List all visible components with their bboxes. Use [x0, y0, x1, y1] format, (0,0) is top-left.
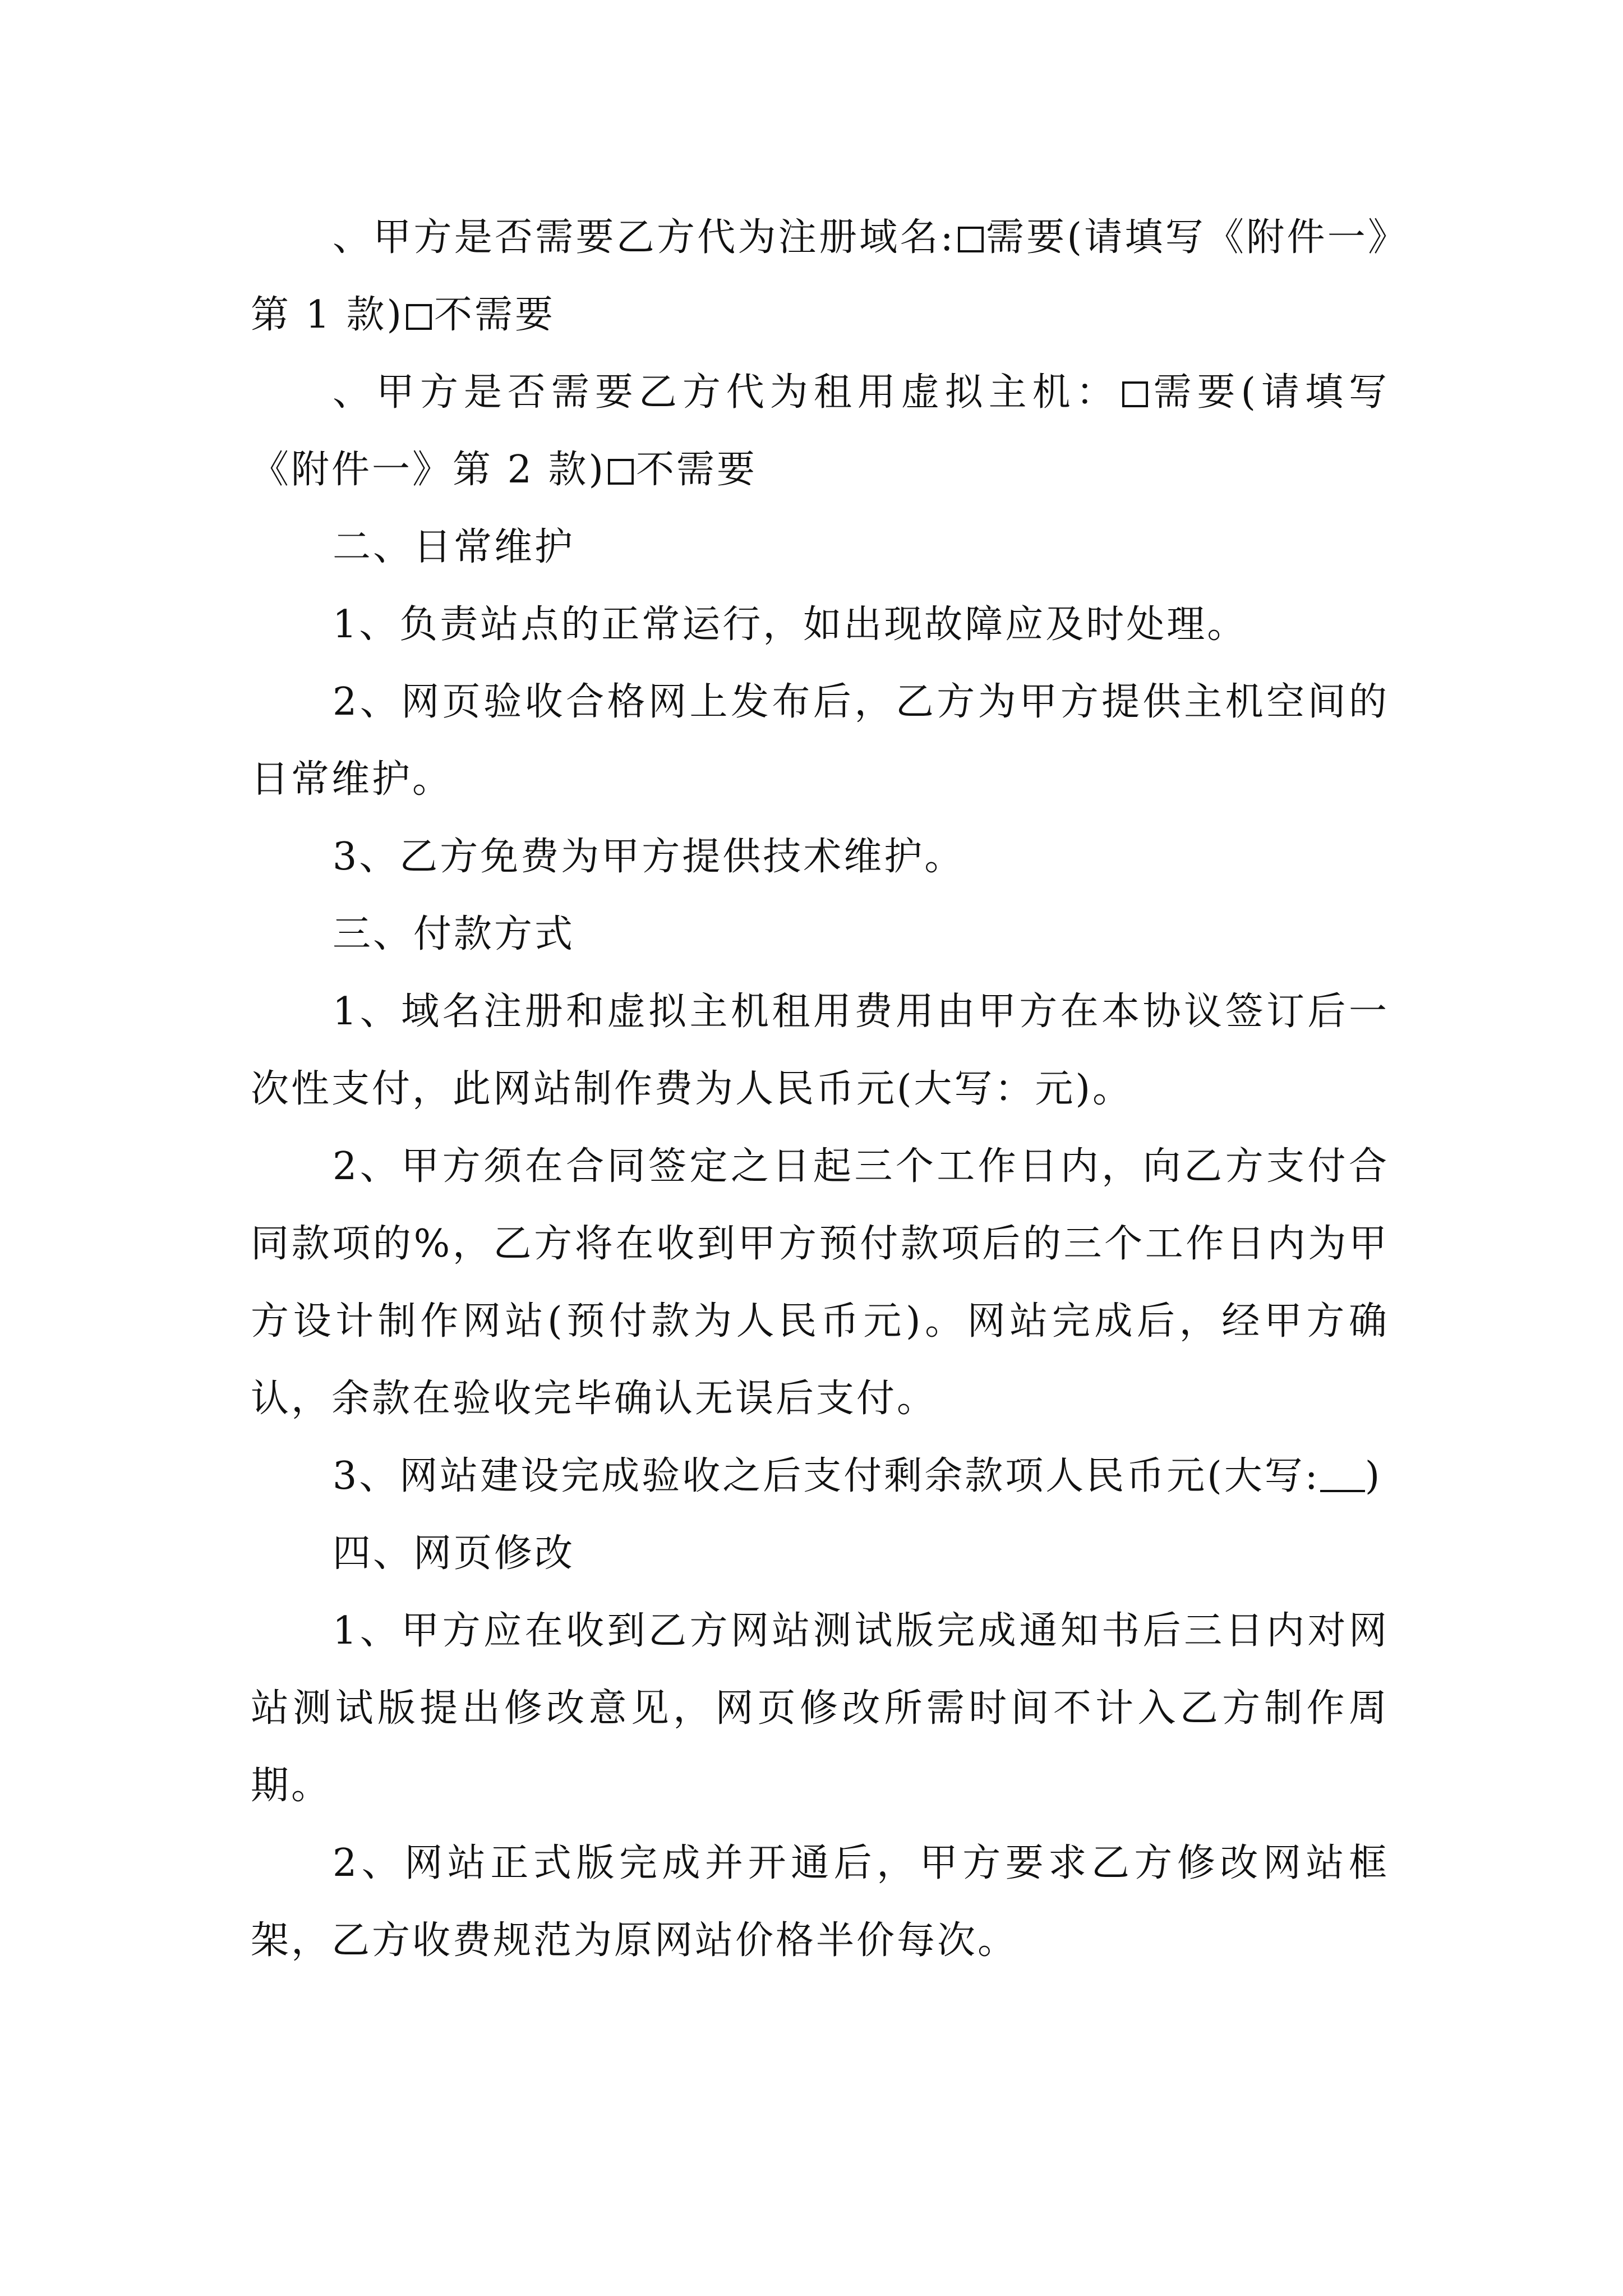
paragraph-virtual-host [251, 354, 1389, 509]
paragraph-payment-1: 1、域名注册和虚拟主机租用费用由甲方在本协议签订后一次性支付，此网站制作费为人民币元(大写：元)。 [251, 990, 1389, 1111]
payment-3-text: 3、网站建设完成验收之后支付剩余款项人民币元(大写: [333, 1454, 1320, 1498]
paragraph-maintenance-1: 1、负责站点的正常运行，如出现故障应及时处理。 [333, 602, 1248, 647]
paragraph-maintenance-2: 2、网页验收合格网上发布后，乙方为甲方提供主机空间的日常维护。 [251, 680, 1389, 802]
payment-3-close: ) [1364, 1454, 1382, 1498]
section-heading-maintenance: 二、日常维护 [333, 525, 575, 569]
paragraph-revision-1: 1、甲方应在收到乙方网站测试版完成通知书后三日内对网站测试版提出修改意见，网页修改所需时间不计入乙方制作周期。 [251, 1609, 1389, 1808]
checkbox-host-need[interactable] [1122, 381, 1148, 407]
host-question: 、甲方是否需要乙方代为租用虚拟主机： [333, 370, 1120, 415]
domain-option-need: 需要(请填写《附件一》第 1 款) [251, 215, 1390, 337]
checkbox-domain-no-need[interactable] [406, 304, 432, 330]
host-option-need: 需要(请填写《附件一》第 2 款) [251, 370, 1389, 492]
domain-option-no-need: 不需要 [434, 293, 556, 337]
paragraph-revision-2: 2、网站正式版完成并开通后，甲方要求乙方修改网站框架，乙方收费规范为原网站价格半价每次。 [251, 1841, 1389, 1963]
host-option-no-need: 不需要 [636, 448, 758, 492]
paragraph-payment-3 [251, 1438, 1389, 1515]
section-heading-payment: 三、付款方式 [333, 912, 575, 956]
section-heading-revision: 四、网页修改 [333, 1531, 575, 1576]
document-page [251, 199, 1389, 1980]
domain-question: 、甲方是否需要乙方代为注册域名: [333, 215, 956, 260]
checkbox-domain-need[interactable] [958, 227, 984, 252]
paragraph-maintenance-3: 3、乙方免费为甲方提供技术维护。 [333, 835, 965, 879]
amount-blank[interactable] [1320, 1458, 1365, 1492]
paragraph-payment-2: 2、甲方须在合同签定之日起三个工作日内，向乙方支付合同款项的%，乙方将在收到甲方预付款项后的三个工作日内为甲方设计制作网站(预付款为人民币元)。网站完成后，经甲方确认，余款在验收完毕确认无误后支付。 [251, 1144, 1389, 1421]
checkbox-host-no-need[interactable] [608, 459, 634, 485]
paragraph-domain-registration [251, 199, 1389, 354]
